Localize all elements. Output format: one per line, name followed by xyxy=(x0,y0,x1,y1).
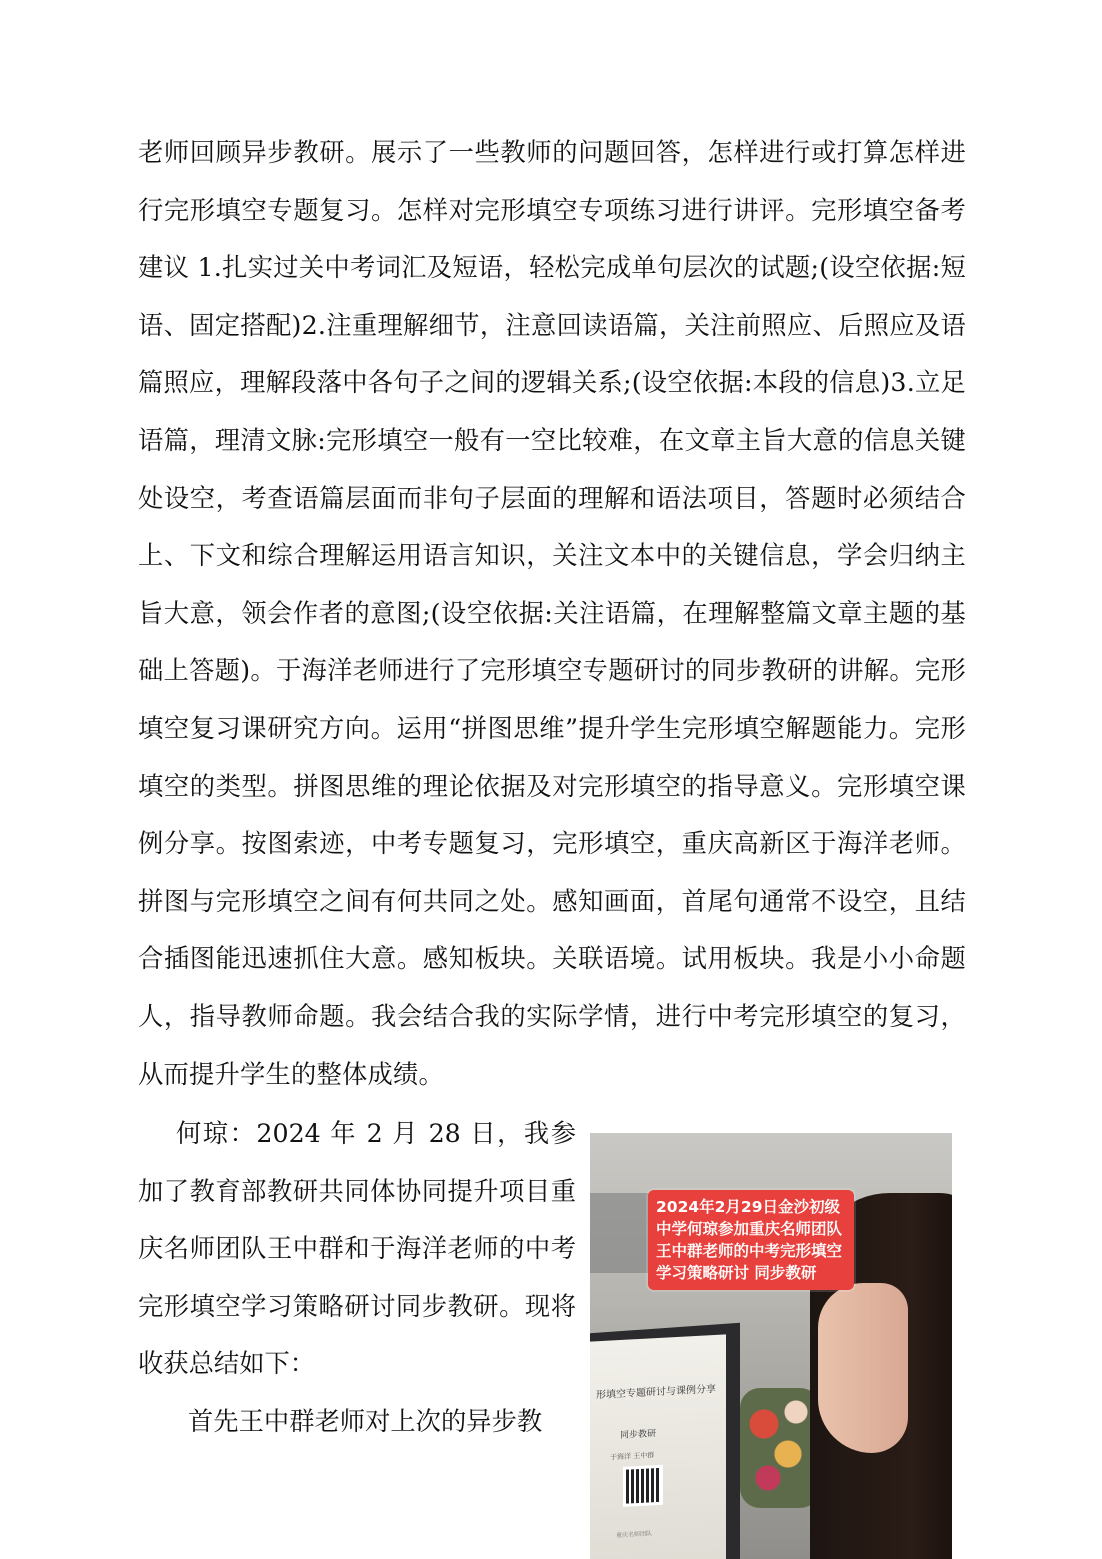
side-paragraph-first: 首先王中群老师对上次的异步教 xyxy=(188,1407,543,1436)
monitor-screen xyxy=(590,1334,726,1559)
screen-names: 于海洋 王中群 xyxy=(610,1451,655,1462)
main-paragraph: 老师回顾异步教研。展示了一些教师的问题回答，怎样进行或打算怎样进行完形填空专题复习。怎样对完形填空专项练习进行讲评。完形填空备考建议 1.扎实过关中考词汇及短语，轻松完成单句层次的试题;(设空依据:短语、固定搭配)2.注重理解细节，注意回读语篇，关注前照应、后照应及语篇照应，理解段落中各句子之间的逻辑关系;(设空依据:本段的信息)3.立足语篇，理清文脉:完形填空一般有一空比较难，在文章主旨大意的信息关键处设空，考查语篇层面而非句子层面的理解和语法项目，答题时必须结合上、下文和综合理解运用语言知识，关注文本中的关键信息，学会归纳主旨大意，领会作者的意图;(设空依据:关注语篇，在理解整篇文章主题的基础上答题)。于海洋老师进行了完形填空专题研讨的同步教研的讲解。完形填空复习课研究方向。运用“拼图思维”提升学生完形填空解题能力。完形填空的类型。拼图思维的理论依据及对完形填空的指导意义。完形填空课例分享。按图索迹，中考专题复习，完形填空，重庆高新区于海洋老师。拼图与完形填空之间有何共同之处。感知画面，首尾句通常不设空，且结合插图能迅速抓住大意。感知板块。关联语境。试用板块。我是小小命题人，指导教师命题。我会结合我的实际学情，进行中考完形填空的复习，从而提升学生的整体成绩。 xyxy=(138,138,966,1089)
teacher-photo xyxy=(590,1133,952,1559)
screen-title: 形填空专题研讨与课例分享 xyxy=(596,1383,716,1402)
person-face xyxy=(818,1283,908,1453)
photo-caption: 2024年2月29日金沙初级中学何琼参加重庆名师团队王中群老师的中考完形填空学习策略研讨 同步教研 xyxy=(648,1190,854,1290)
screen-footer: 重庆名师团队 xyxy=(616,1530,653,1540)
flowers xyxy=(740,1388,820,1508)
qr-code-icon xyxy=(626,1468,660,1504)
screen-subtitle: 同步教研 xyxy=(620,1429,657,1441)
side-paragraph-intro: 何琼：2024 年 2 月 28 日，我参加了教育部教研共同体协同提升项目重庆名师团队王中群和于海洋老师的中考完形填空学习策略研讨同步教研。现将收获总结如下： xyxy=(138,1119,576,1379)
